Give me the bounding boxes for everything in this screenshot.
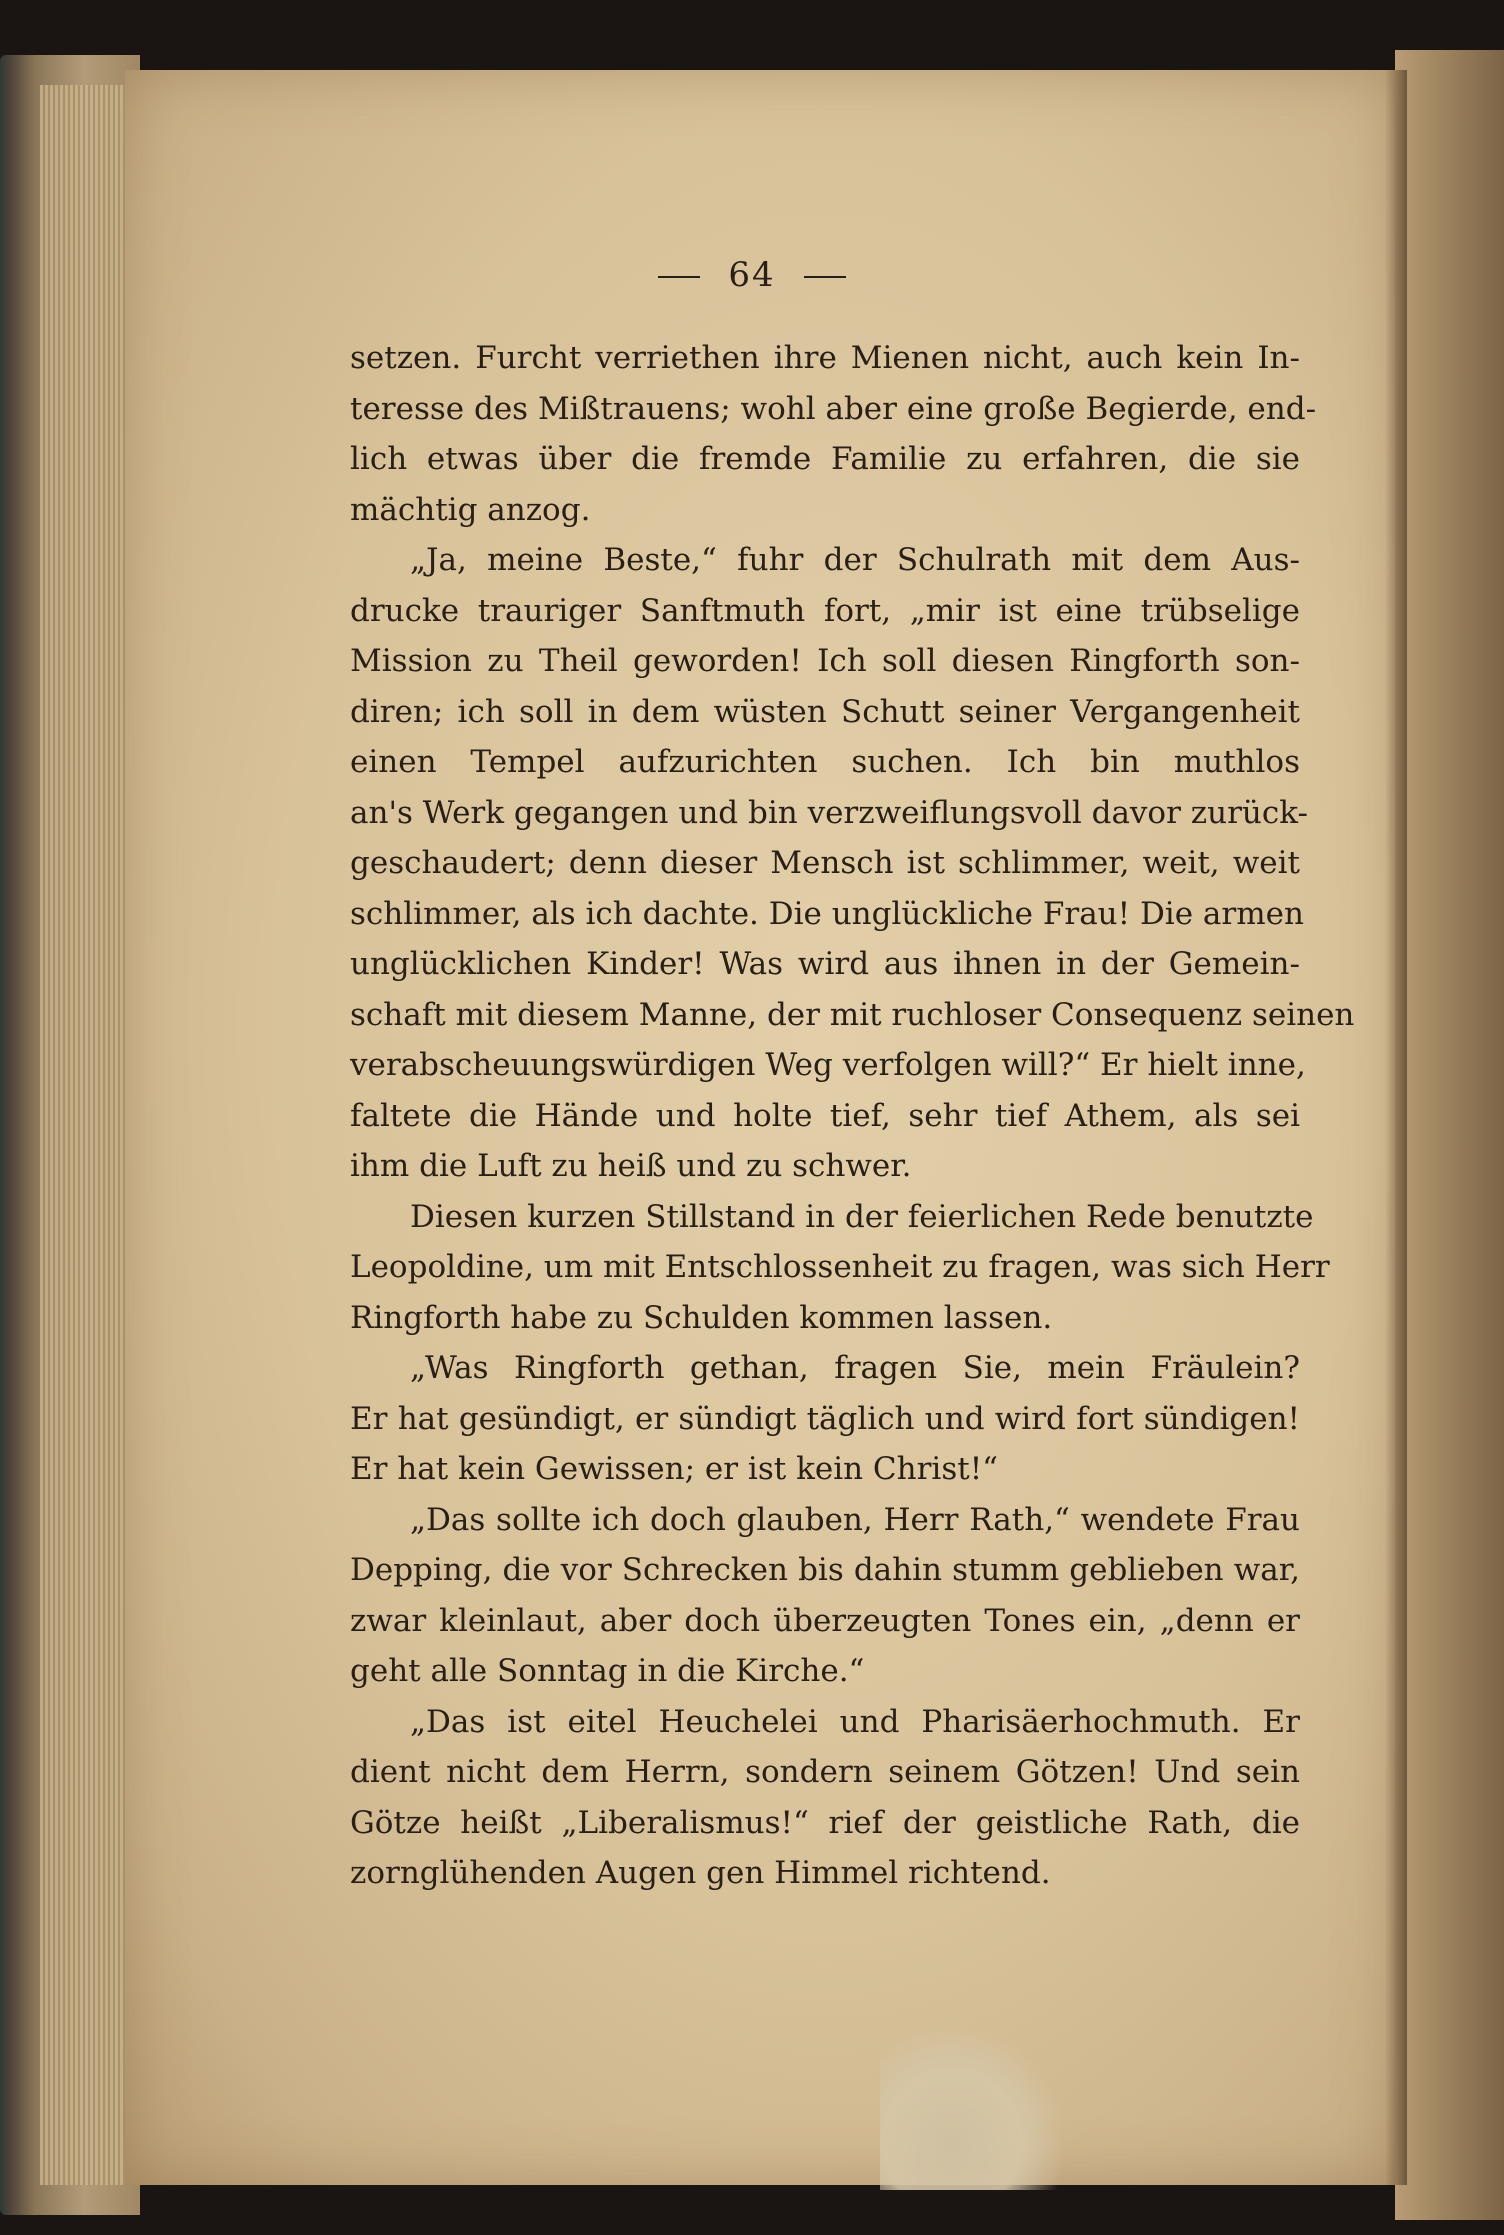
text-line: „Ja, meine Beste,“ fuhr der Schulrath mit dem Aus- <box>410 542 1300 578</box>
page-header <box>0 255 1504 295</box>
text-line: geschaudert; denn dieser Mensch ist schlimmer, weit, weit <box>350 845 1300 881</box>
page-gutter-shadow <box>1385 70 1407 2185</box>
text-line: „Was Ringforth gethan, fragen Sie, mein Fräulein? <box>410 1350 1300 1386</box>
text-line: Er hat gesündigt, er sündigt täglich und wird fort sündigen! <box>350 1400 1300 1437</box>
text-line: dient nicht dem Herrn, sondern seinem Götzen! Und sein <box>350 1754 1300 1790</box>
text-line: verabscheuungswürdigen Weg verfolgen will?“ Er hielt inne, <box>350 1047 1306 1083</box>
text-line: Götze heißt „Liberalismus!“ rief der geistliche Rath, die <box>350 1804 1300 1841</box>
page-number: 64 <box>728 255 776 295</box>
text-line: lich etwas über die fremde Familie zu erfahren, die sie <box>350 441 1300 477</box>
text-line: einen Tempel aufzurichten suchen. Ich bin muthlos <box>350 744 1300 780</box>
header-dash-right <box>804 276 846 278</box>
text-line: drucke trauriger Sanftmuth fort, „mir ist eine trübselige <box>350 592 1300 629</box>
body-text <box>350 333 1355 1899</box>
text-line: unglücklichen Kinder! Was wird aus ihnen in der Gemein- <box>350 946 1300 982</box>
text-line: schlimmer, als ich dachte. Die unglückliche Frau! Die armen <box>350 895 1304 932</box>
text-line: zornglühenden Augen gen Himmel richtend. <box>350 1855 1051 1891</box>
text-line: geht alle Sonntag in die Kirche.“ <box>350 1653 865 1689</box>
text-line: Er hat kein Gewissen; er ist kein Christ!“ <box>350 1451 999 1487</box>
text-line: Mission zu Theil geworden! Ich soll diesen Ringforth son- <box>350 643 1300 679</box>
text-line: mächtig anzog. <box>350 491 591 528</box>
text-line: faltete die Hände und holte tief, sehr tief Athem, als sei <box>350 1097 1300 1134</box>
text-line: Leopoldine, um mit Entschlossenheit zu fragen, was sich Herr <box>350 1249 1330 1285</box>
text-line: setzen. Furcht verriethen ihre Mienen nicht, auch kein In- <box>350 340 1300 376</box>
text-line: teresse des Mißtrauens; wohl aber eine große Begierde, end- <box>350 390 1317 427</box>
book-cover-right <box>1395 50 1504 2220</box>
text-line: ihm die Luft zu heiß und zu schwer. <box>350 1148 912 1184</box>
header-dash-left <box>658 276 700 278</box>
text-line: diren; ich soll in dem wüsten Schutt seiner Vergangenheit <box>350 693 1300 730</box>
text-line: an's Werk gegangen und bin verzweiflungsvoll davor zurück- <box>350 794 1308 831</box>
text-line: „Das ist eitel Heuchelei und Pharisäerhochmuth. Er <box>410 1703 1300 1740</box>
page-tear-damage <box>880 2030 1060 2190</box>
text-line: Depping, die vor Schrecken bis dahin stumm geblieben war, <box>350 1552 1300 1588</box>
text-line: „Das sollte ich doch glauben, Herr Rath,“ wendete Frau <box>410 1501 1300 1538</box>
text-line: zwar kleinlaut, aber doch überzeugten Tones ein, „denn er <box>350 1602 1300 1639</box>
text-line: Diesen kurzen Stillstand in der feierlichen Rede benutzte <box>410 1198 1314 1235</box>
text-line: Ringforth habe zu Schulden kommen lassen. <box>350 1299 1053 1336</box>
text-line: schaft mit diesem Manne, der mit ruchloser Consequenz seinen <box>350 996 1355 1033</box>
